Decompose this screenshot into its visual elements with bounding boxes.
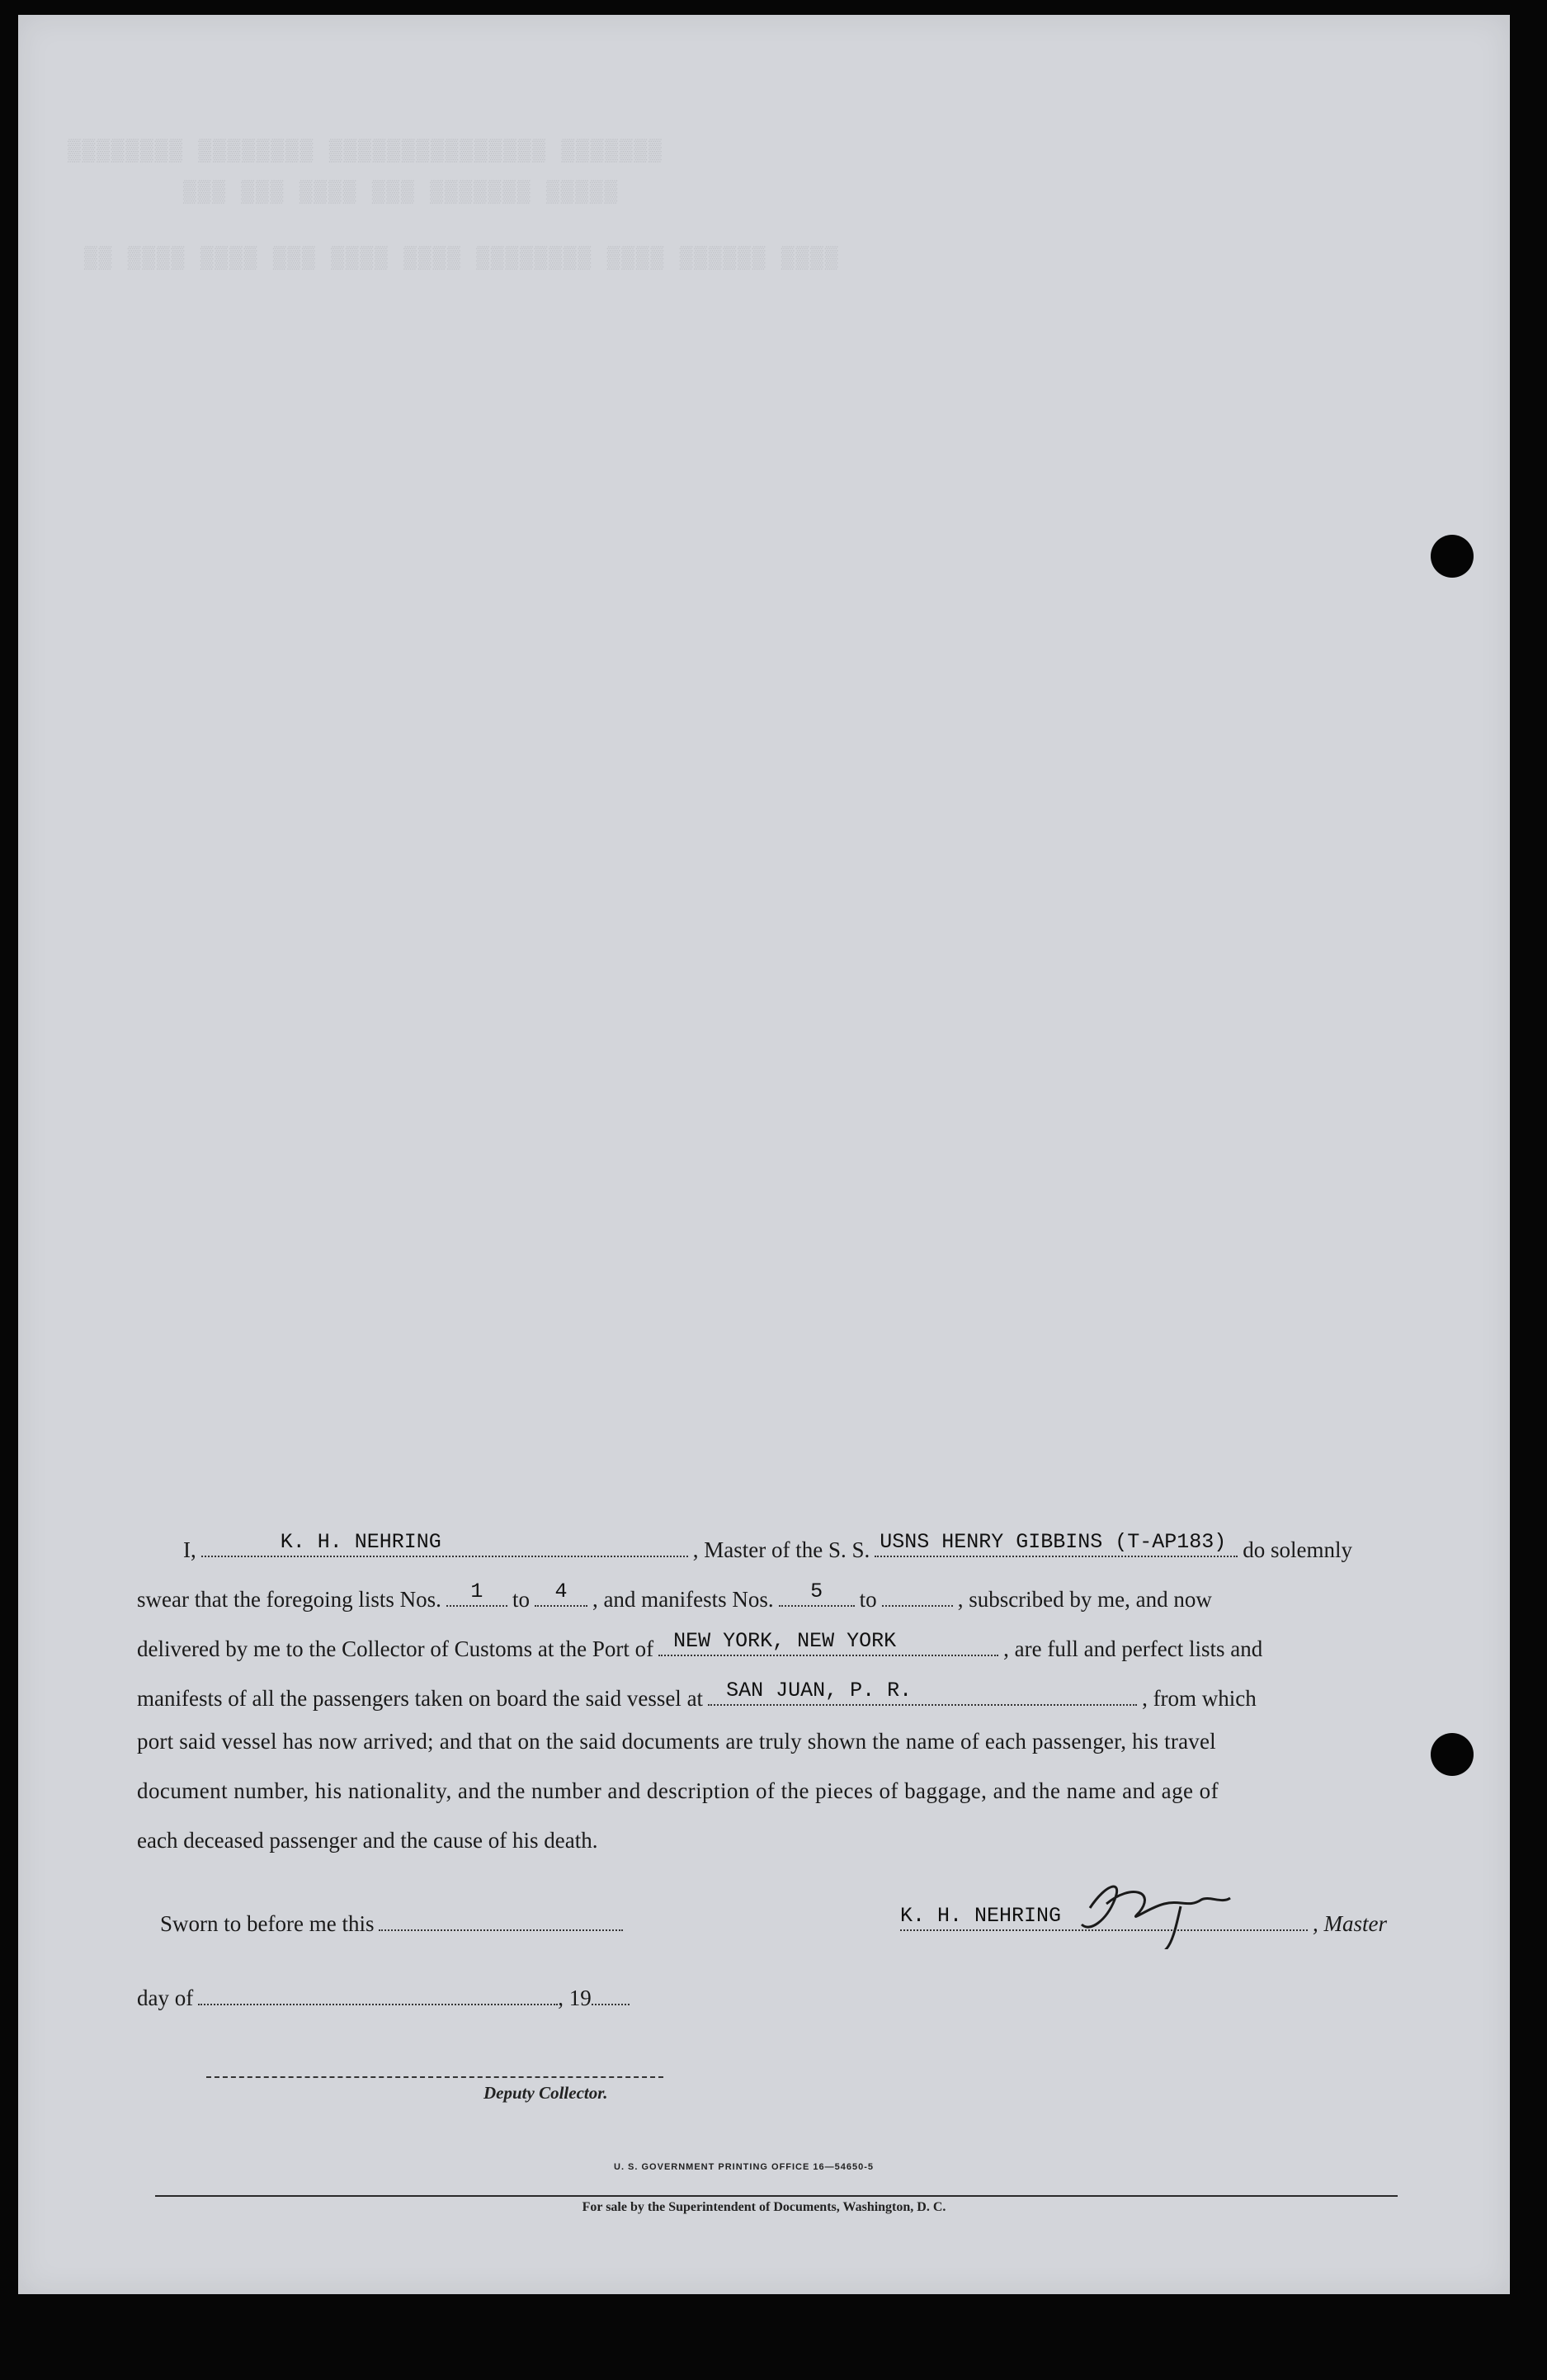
list-to-field[interactable]	[535, 1580, 587, 1607]
day-line	[137, 1979, 634, 2011]
list-from-field[interactable]	[446, 1580, 507, 1607]
vessel-name-field[interactable]	[875, 1531, 1238, 1557]
day-of-label: day of	[137, 1986, 194, 2010]
list-from-value: 1	[470, 1580, 483, 1603]
manifest-from-field[interactable]	[779, 1580, 855, 1607]
punch-hole-bottom	[1431, 1733, 1474, 1776]
sale-notice: For sale by the Superintendent of Documents, Washington, D. C.	[582, 2200, 946, 2214]
lists-label: swear that the foregoing lists Nos.	[137, 1587, 441, 1612]
manifest-from-value: 5	[810, 1580, 823, 1603]
master-label: , Master	[1313, 1911, 1387, 1936]
solemnly-label: do solemnly	[1243, 1537, 1352, 1562]
sworn-line	[137, 1905, 1387, 1937]
master-name-field[interactable]	[201, 1531, 688, 1557]
year-field[interactable]	[592, 1979, 630, 2005]
manifests-label: , and manifests Nos.	[592, 1587, 774, 1612]
from-which-label: , from which	[1142, 1686, 1257, 1711]
boarded-at-label: manifests of all the passengers taken on board the said vessel at	[137, 1686, 704, 1711]
master-name-value: K. H. NEHRING	[280, 1530, 441, 1554]
handwritten-signature	[1057, 1875, 1247, 1949]
oath-line-4	[137, 1679, 1257, 1712]
port-value: NEW YORK, NEW YORK	[673, 1629, 897, 1653]
manifest-to-field[interactable]	[882, 1580, 953, 1607]
to-label: to	[859, 1587, 877, 1612]
oath-line-1	[137, 1531, 1352, 1563]
bleed-through-header: ▒▒▒▒▒▒▒▒ ▒▒▒▒▒▒▒▒ ▒▒▒▒▒▒▒▒▒▒▒▒▒▒▒ ▒▒▒▒▒▒▒	[68, 139, 663, 163]
printing-office-note: U. S. GOVERNMENT PRINTING OFFICE 16—54650-5	[614, 2162, 875, 2172]
subscribed-label: , subscribed by me, and now	[957, 1587, 1212, 1612]
sworn-label: Sworn to before me this	[160, 1911, 375, 1936]
oath-line-3	[137, 1630, 1262, 1662]
deputy-collector-signature-line[interactable]	[206, 2076, 663, 2078]
to-label: to	[512, 1587, 530, 1612]
port-label: delivered by me to the Collector of Customs at the Port of	[137, 1636, 654, 1661]
master-signature-field[interactable]	[900, 1905, 1308, 1931]
punch-hole-top	[1431, 535, 1474, 578]
year-prefix: , 19	[558, 1986, 592, 2010]
footer-rule	[155, 2195, 1398, 2197]
deputy-collector-label: Deputy Collector.	[483, 2083, 608, 2103]
vessel-name-value: USNS HENRY GIBBINS (T-AP183)	[880, 1530, 1227, 1554]
master-typed-name: K. H. NEHRING	[900, 1904, 1062, 1928]
oath-line-5: port said vessel has now arrived; and that on the said documents are truly shown the name of each passenger, his travel	[137, 1729, 1216, 1754]
oath-line-6: document number, his nationality, and the number and description of the pieces of baggage, and the name and age of	[137, 1778, 1219, 1803]
list-to-value: 4	[554, 1580, 568, 1603]
full-perfect-label: , are full and perfect lists and	[1003, 1636, 1263, 1661]
sworn-date-field[interactable]	[379, 1905, 623, 1931]
bleed-through-line: ▒▒ ▒▒▒▒ ▒▒▒▒ ▒▒▒ ▒▒▒▒ ▒▒▒▒ ▒▒▒▒▒▒▒▒ ▒▒▒▒ ▒▒▒▒▒▒ ▒▒▒▒	[84, 246, 840, 271]
day-of-field[interactable]	[198, 1979, 558, 2005]
origin-port-field[interactable]	[708, 1679, 1137, 1706]
oath-prefix: I,	[183, 1537, 196, 1562]
master-of-label: , Master of the S. S.	[692, 1537, 870, 1562]
bleed-through-line: ▒▒▒ ▒▒▒ ▒▒▒▒ ▒▒▒ ▒▒▒▒▒▒▒ ▒▒▒▒▒	[183, 180, 620, 205]
oath-line-2	[137, 1580, 1212, 1613]
origin-port-value: SAN JUAN, P. R.	[726, 1679, 913, 1702]
oath-form	[137, 1518, 1387, 2179]
port-field[interactable]	[658, 1630, 998, 1656]
oath-line-7: each deceased passenger and the cause of his death.	[137, 1828, 598, 1853]
